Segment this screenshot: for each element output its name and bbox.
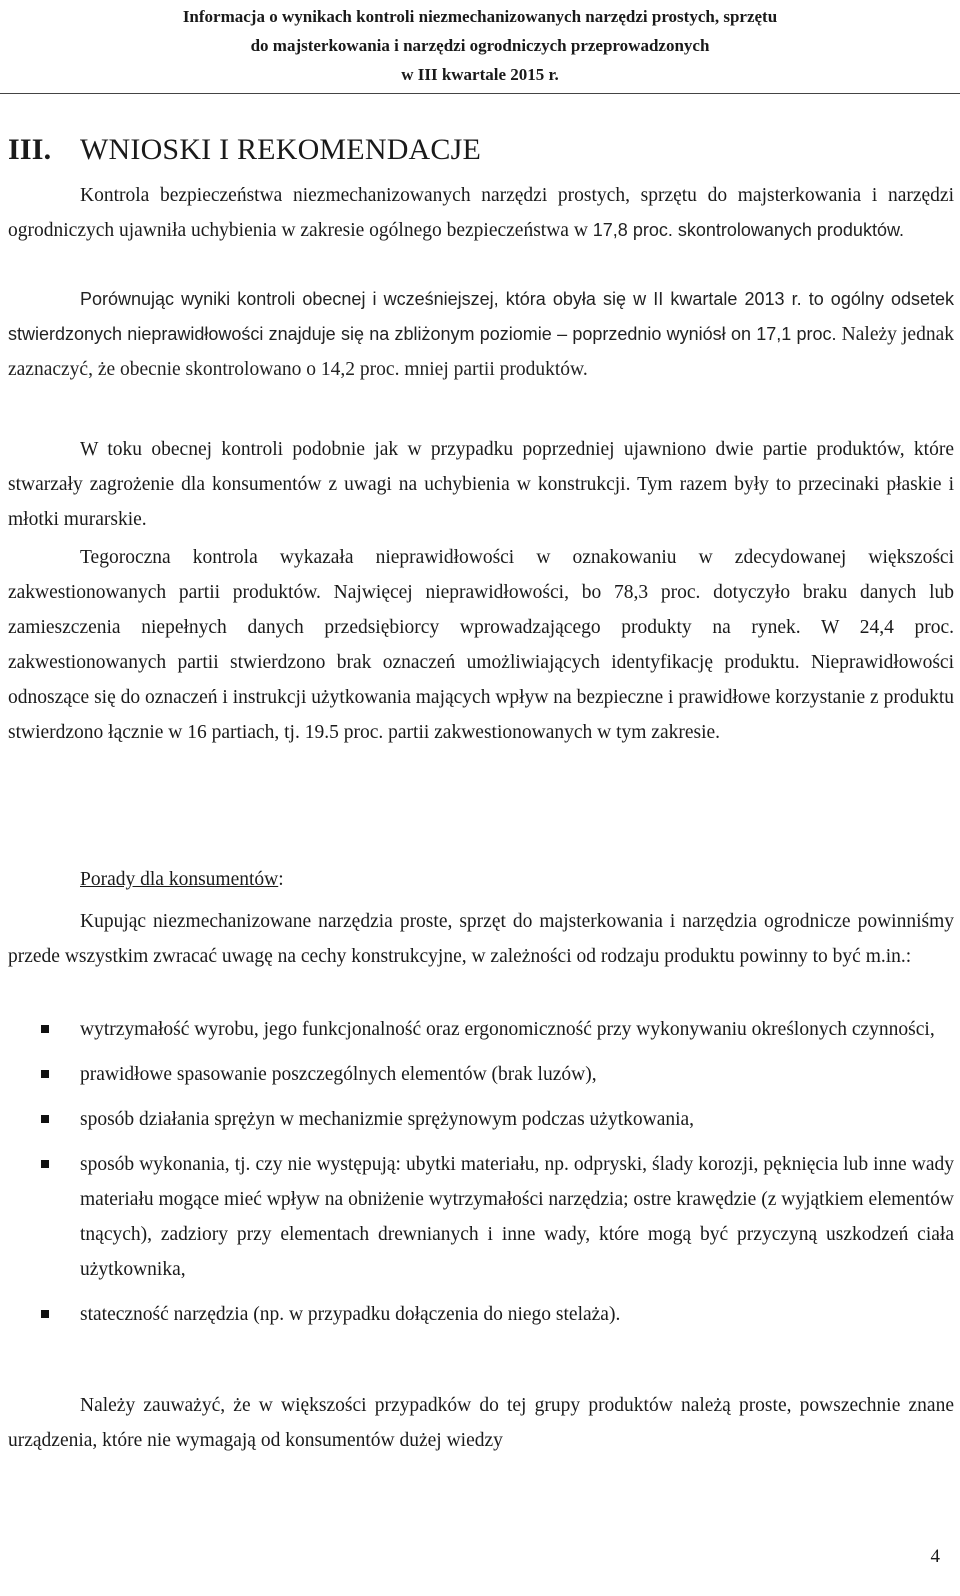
- header-divider: [0, 93, 960, 94]
- running-header: [0, 0, 960, 89]
- square-bullet-icon: [41, 1160, 49, 1168]
- square-bullet-icon: [41, 1025, 49, 1033]
- list-item-text: prawidłowe spasowanie poszczególnych elementów (brak luzów),: [80, 1064, 597, 1085]
- list-item-text: sposób działania sprężyn w mechanizmie sprężynowym podczas użytkowania,: [80, 1109, 695, 1130]
- section-number: III.: [8, 133, 52, 166]
- section-title: WNIOSKI I REKOMENDACJE: [80, 133, 482, 166]
- advice-heading: [80, 862, 284, 897]
- paragraph-labelling: Tegoroczna kontrola wykazała nieprawidłowości w oznakowaniu w zdecydowanej większości zakwestionowanych partii produktów. Najwięcej nieprawidłowości, bo 78,3 proc. dotyczyło braku danych lub zamieszczenia niepełnych danych przedsiębiorcy wprowadzającego produkty na rynek. W 24,4 proc. zakwestionowanych partii stwierdzono brak oznaczeń umożliwiających identyfikację produktu. Nieprawidłowości odnoszące się do oznaczeń i instrukcji użytkowania mających wpływ na bezpieczne i prawidłowe korzystanie z produktu stwierdzono łącznie w 16 partiach, tj. 19.5 proc. partii zakwestionowanych w tym zakresie.: [8, 547, 954, 743]
- paragraph-summary: [8, 178, 954, 248]
- square-bullet-icon: [41, 1310, 49, 1318]
- advice-bullet-list: [0, 1012, 954, 1342]
- paragraph-comparison-part-2: Należy jednak zaznaczyć, że obecnie skontrolowano o 14,2 proc. mniej partii produktów.: [8, 324, 954, 380]
- header-line-2: do majsterkowania i narzędzi ogrodniczych przeprowadzonych: [250, 36, 710, 55]
- paragraph-comparison-part-1: Porównując wyniki kontroli obecnej i wcześniejszej, która obyła się w II kwartale 2013 r. to ogólny odsetek stwierdzonych nieprawidłowości znajduje się na zbliżonym poziomie – poprzednio wyniósł on 17,1 proc.: [8, 289, 954, 344]
- advice-heading-text: Porady dla konsumentów: [80, 869, 279, 890]
- list-item-text: sposób wykonania, tj. czy nie występują: ubytki materiału, np. odpryski, ślady korozji, pęknięcia lub inne wady materiału mogące mieć wpływ na obniżenie wytrzymałości narzędzia; ostre krawędzie (z wyjątkiem elementów tnących), zadziory przy elementach drewnianych i inne wady, które mogą być przyczyną uszkodzeń ciała użytkownika,: [80, 1154, 954, 1280]
- section-heading: [8, 130, 481, 170]
- paragraph-hazards: W toku obecnej kontroli podobnie jak w przypadku poprzedniej ujawniono dwie partie produktów, które stwarzały zagrożenie dla konsumentów z uwagi na uchybienia w konstrukcji. Tym razem były to przecinaki płaskie i młotki murarskie.: [8, 439, 954, 530]
- advice-intro: Kupując niezmechanizowane narzędzia proste, sprzęt do majsterkowania i narzędzia ogrodnicze powinniśmy przede wszystkim zwracać uwagę na cechy konstrukcyjne, w zależności od rodzaju produktu powinny to być m.in.:: [8, 911, 954, 967]
- paragraph-comparison: [8, 282, 954, 387]
- list-item-text: wytrzymałość wyrobu, jego funkcjonalność oraz ergonomiczność przy wykonywaniu określonych czynności,: [80, 1019, 935, 1040]
- list-item: [0, 1147, 954, 1287]
- list-item: [0, 1102, 954, 1137]
- list-item: [0, 1057, 954, 1092]
- page-number: 4: [930, 1546, 940, 1567]
- list-item: [0, 1012, 954, 1047]
- header-line-1: Informacja o wynikach kontroli niezmechanizowanych narzędzi prostych, sprzętu: [182, 7, 778, 26]
- list-item-text: stateczność narzędzia (np. w przypadku dołączenia do niego stelaża).: [80, 1304, 621, 1325]
- list-item: [0, 1297, 954, 1332]
- advice-heading-colon: :: [278, 869, 284, 890]
- paragraph-summary-serif: Kontrola bezpieczeństwa niezmechanizowanych narzędzi prostych, sprzętu do majsterkowania i narzędzi ogrodniczych ujawniła uchybienia w zakresie ogólnego bezpieczeństwa w: [8, 185, 954, 241]
- header-line-3: w III kwartale 2015 r.: [401, 65, 559, 84]
- paragraph-closing: Należy zauważyć, że w większości przypadków do tej grupy produktów należą proste, powszechnie znane urządzenia, które nie wymagają od konsumentów dużej wiedzy: [8, 1395, 954, 1451]
- square-bullet-icon: [41, 1115, 49, 1123]
- paragraph-summary-sans: 17,8 proc. skontrolowanych produktów.: [592, 220, 904, 240]
- square-bullet-icon: [41, 1070, 49, 1078]
